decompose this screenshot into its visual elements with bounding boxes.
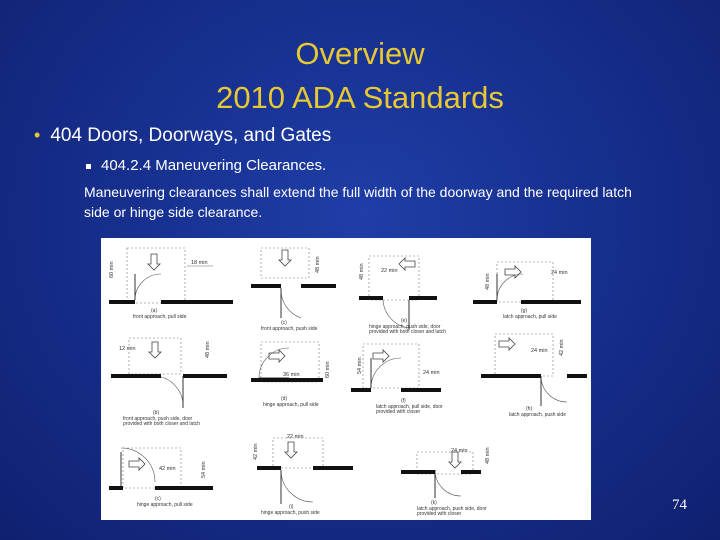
panel-e-cap1: (e) [401, 318, 408, 324]
bullet-dot-icon: • [34, 125, 41, 145]
panel-h-cap2: latch approach, push side [509, 412, 566, 418]
panel-b [111, 338, 227, 427]
panel-c-cap2: front approach, push side [261, 326, 318, 332]
panel-g [473, 262, 581, 320]
panel-a-cap1: (a) [151, 308, 158, 314]
panel-h-dim2: 42 min [559, 339, 565, 356]
panel-e [359, 256, 446, 335]
panel-d-dim1: 36 min [283, 372, 300, 378]
panel-e-dim1: 22 min [381, 268, 398, 274]
body-paragraph: Maneuvering clearances shall extend the full width of the doorway and the required latch side or hinge side clearance. [84, 184, 632, 220]
panel-c [251, 248, 336, 332]
panel-d [251, 342, 331, 408]
panel-h-dim1: 24 min [531, 348, 548, 354]
panel-k [401, 447, 491, 517]
panel-k-cap2: latch approach, push side, door [417, 506, 487, 512]
maneuvering-clearance-figure [101, 238, 591, 520]
panel-f-dim1: 24 min [423, 370, 440, 376]
panel-f-cap3: provided with closer [376, 409, 421, 415]
bullet-level-2 [86, 157, 326, 174]
panel-a-dim2: 60 min [109, 261, 115, 278]
panel-d-dim2: 60 min [325, 361, 331, 378]
panel-c2-dim1: 42 min [159, 466, 176, 472]
panel-k-cap3: provided with closer [417, 511, 462, 517]
page-number: 74 [672, 497, 687, 513]
bullet-1-text: 404 Doors, Doorways, and Gates [50, 125, 332, 146]
panel-c-cap1: (c) [281, 320, 287, 326]
panel-b-cap3: provided with both closer and latch [123, 421, 200, 427]
panel-f-dim2: 54 min [357, 357, 363, 374]
panel-a-cap2: front approach, pull side [133, 314, 187, 320]
panel-k-dim2: 48 min [485, 447, 491, 464]
panel-d-cap1: (d) [281, 396, 288, 402]
panel-b-dim1: 12 min [119, 346, 136, 352]
panel-g-dim2: 48 min [485, 273, 491, 290]
panel-i-dim1: 22 min [287, 434, 304, 440]
panel-e-cap2: hinge approach, push side, door [369, 324, 441, 330]
bullet-level-1 [34, 125, 331, 147]
panel-c-dim1: 48 min [315, 256, 321, 273]
panel-i-dim2: 42 min [253, 443, 259, 460]
panel-c2-cap1: (c) [155, 496, 161, 502]
panel-k-dim1: 24 min [451, 448, 468, 454]
panel-a-dim1: 18 min [191, 260, 208, 266]
panel-e-dim2: 48 min [359, 263, 365, 280]
bullet-2-text: 404.2.4 Maneuvering Clearances. [101, 157, 327, 174]
slide-title [0, 32, 720, 120]
panel-i [253, 434, 353, 516]
panel-g-cap2: latch approach, pull side [503, 314, 557, 320]
panel-c2 [109, 448, 213, 508]
panel-f [351, 344, 443, 415]
panel-g-cap1: (g) [521, 308, 528, 314]
panel-b-cap2: front approach, push side, door [123, 416, 193, 422]
bullet-square-icon [86, 164, 91, 169]
panel-f-cap2: latch approach, pull side, door [376, 404, 443, 410]
panel-b-dim2: 48 min [205, 341, 211, 358]
panel-g-dim1: 24 min [551, 270, 568, 276]
panel-d-cap2: hinge approach, pull side [263, 402, 319, 408]
panel-i-cap1: (i) [289, 504, 294, 510]
title-line-1: Overview [295, 36, 425, 71]
title-line-2: 2010 ADA Standards [216, 80, 504, 115]
panel-i-cap2: hinge approach, push side [261, 510, 320, 516]
panel-h-cap1: (h) [526, 406, 533, 412]
panel-a [109, 248, 233, 320]
panel-c2-cap2: hinge approach, pull side [137, 502, 193, 508]
panel-k-cap1: (k) [431, 500, 437, 506]
figure-drawing [101, 238, 591, 520]
panel-e-cap3: provided with both closer and latch [369, 329, 446, 335]
panel-f-cap1: (f) [401, 398, 406, 404]
panel-h [481, 334, 587, 418]
panel-c2-dim2: 54 min [201, 461, 207, 478]
panel-b-cap1: (b) [153, 410, 160, 416]
